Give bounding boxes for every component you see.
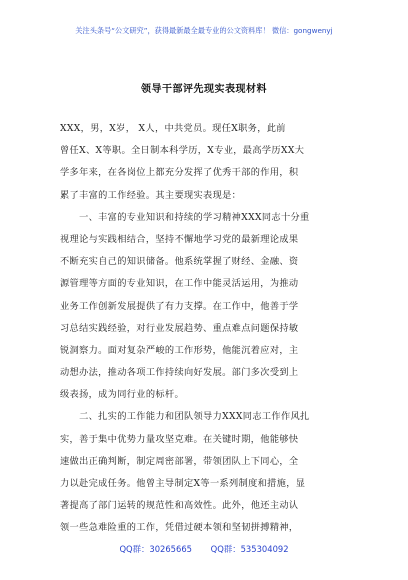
body-line: 业务工作创新发展提供了有力支撑。在工作中，他善于学	[60, 300, 299, 312]
body-line: 习总结实践经验，对行业发展趋势、重点难点问题保持敏	[60, 322, 299, 334]
body-line: 动想办法，推动各项工作持续向好发展。部门多次受到上	[60, 367, 299, 379]
body-line: 学多年来，在各岗位上都充分发挥了优秀干部的作用，积	[60, 167, 299, 179]
footer-qq-group-1: QQ群：30265665	[119, 544, 192, 554]
body-line: 累了丰富的工作经验。其主要现实表现是：	[60, 189, 242, 201]
body-line: 源管理等方面的专业知识，在工作中能灵活运用，为推动	[60, 278, 299, 290]
body-line: 领一些急难险重的工作，凭借过硬本领和坚韧拼搏精神，	[60, 522, 299, 534]
body-line: 著提高了部门运转的规范性和高效性。此外，他还主动认	[60, 500, 299, 512]
body-line: 二、扎实的工作能力和团队领导力XXX同志工作作风扎	[60, 411, 310, 423]
header-promo-note: 关注头条号“公文研究”，获得最新最全最专业的公文资料库！ 微信：gongwenyj	[75, 26, 333, 35]
body-line: 实，善于集中优势力量攻坚克难。在关键时期，他能够快	[60, 433, 299, 445]
document-title: 领导干部评先现实表现材料	[141, 84, 267, 95]
body-line: 锐洞察力。面对复杂严峻的工作形势，他能沉着应对，主	[60, 344, 299, 356]
footer-qq-group-2: QQ群：535304092	[210, 544, 289, 554]
body-line: 级表扬，成为同行业的标杆。	[60, 389, 184, 401]
body-line: 曾任X、X等职。全日制本科学历，X专业，最高学历XX大	[60, 145, 305, 157]
body-line: 速做出正确判断，制定周密部署，带领团队上下同心，全	[60, 455, 299, 467]
body-line: XXX，男，X岁， X人，中共党员。现任X职务，此前	[60, 123, 286, 134]
body-line: 视理论与实践相结合，坚持不懈地学习党的最新理论成果	[60, 233, 299, 245]
body-line: 不断充实自己的知识储备。他系统掌握了财经、金融、资	[60, 256, 299, 268]
document-body	[60, 118, 356, 540]
footer-contact	[0, 543, 408, 555]
body-line: 力以赴完成任务。他曾主导制定X等一系列制度和措施，显	[60, 478, 306, 489]
body-line: 一、丰富的专业知识和持续的学习精神XXX同志十分重	[60, 211, 310, 223]
